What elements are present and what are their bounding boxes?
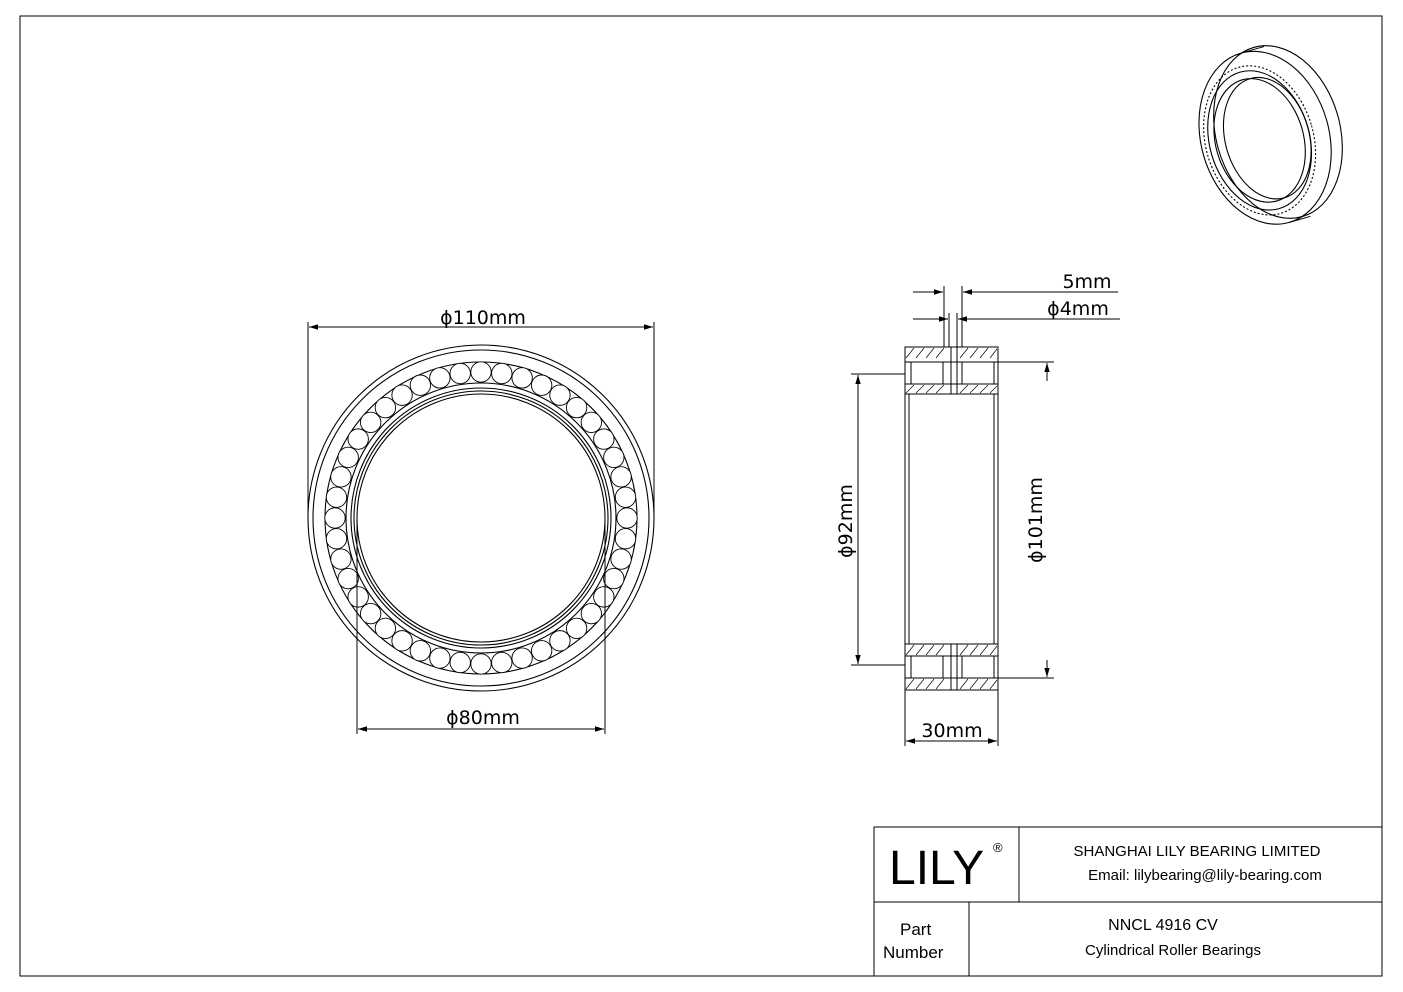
roller <box>392 385 412 405</box>
lily-logo: LILY <box>889 842 985 895</box>
bearing-section-outline <box>905 347 998 690</box>
company-name: SHANGHAI LILY BEARING LIMITED <box>1073 843 1321 860</box>
roller <box>430 648 450 668</box>
od-dimension-text: ϕ110mm <box>440 307 526 329</box>
roller <box>550 631 570 651</box>
roller <box>512 648 532 668</box>
roller <box>615 487 635 507</box>
bottom-section-hatching <box>905 644 998 690</box>
roller <box>450 363 470 383</box>
roller <box>566 618 586 638</box>
roller <box>550 385 570 405</box>
roller <box>430 368 450 388</box>
id-dimension-text: ϕ80mm <box>446 707 520 729</box>
hole-diameter-text: ϕ4mm <box>1047 298 1109 320</box>
roller <box>450 652 470 672</box>
width-dimension-text: 30mm <box>921 720 983 742</box>
roller <box>581 412 601 432</box>
drawing-border <box>20 16 1382 976</box>
inner-ring-bore-chamfer <box>354 391 608 645</box>
roller <box>594 429 614 449</box>
roller <box>512 368 532 388</box>
roller <box>375 618 395 638</box>
groove-width-text: 5mm <box>1062 271 1112 293</box>
roller <box>471 362 491 382</box>
roller-set <box>325 362 637 674</box>
company-email: Email: lilybearing@lily-bearing.com <box>1088 867 1322 884</box>
roller <box>410 375 430 395</box>
roller <box>604 447 624 467</box>
roller <box>581 603 601 623</box>
bottom-roller-right <box>962 656 994 678</box>
title-block <box>874 827 1382 976</box>
isometric-preview <box>1179 30 1363 240</box>
roller <box>338 568 358 588</box>
roller <box>331 549 351 569</box>
inner-ring-shoulder <box>351 388 611 648</box>
d101-dimension-text: ϕ101mm <box>1025 477 1047 563</box>
part-label-line2: Number <box>883 943 944 962</box>
roller <box>566 397 586 417</box>
roller <box>325 508 345 528</box>
roller <box>348 587 368 607</box>
roller <box>531 375 551 395</box>
roller <box>617 508 637 528</box>
roller <box>348 429 368 449</box>
roller <box>410 641 430 661</box>
outer-raceway <box>325 362 637 674</box>
side-view <box>835 271 1120 746</box>
top-roller-right <box>962 362 994 384</box>
roller <box>594 587 614 607</box>
top-section-hatching <box>905 347 998 394</box>
roller <box>611 549 631 569</box>
top-roller-left <box>911 362 943 384</box>
roller <box>531 641 551 661</box>
outer-ring-outer-edge <box>308 345 654 691</box>
d92-dimension-text: ϕ92mm <box>835 484 857 558</box>
roller <box>338 447 358 467</box>
roller <box>604 568 624 588</box>
bottom-roller-left <box>911 656 943 678</box>
roller <box>331 467 351 487</box>
roller <box>326 487 346 507</box>
part-type: Cylindrical Roller Bearings <box>1085 942 1261 959</box>
part-number: NNCL 4916 CV <box>1108 917 1218 934</box>
inner-ring-raceway <box>346 383 616 653</box>
outer-ring-chamfer <box>313 350 649 686</box>
roller <box>360 603 380 623</box>
roller <box>492 363 512 383</box>
inner-ring-bore <box>357 394 605 642</box>
part-label-line1: Part <box>900 920 932 939</box>
roller <box>611 467 631 487</box>
registered-mark: ® <box>993 840 1003 855</box>
front-view <box>308 307 654 734</box>
roller <box>392 631 412 651</box>
roller <box>360 412 380 432</box>
roller <box>471 654 491 674</box>
roller <box>615 529 635 549</box>
roller <box>492 652 512 672</box>
roller <box>326 529 346 549</box>
roller <box>375 397 395 417</box>
